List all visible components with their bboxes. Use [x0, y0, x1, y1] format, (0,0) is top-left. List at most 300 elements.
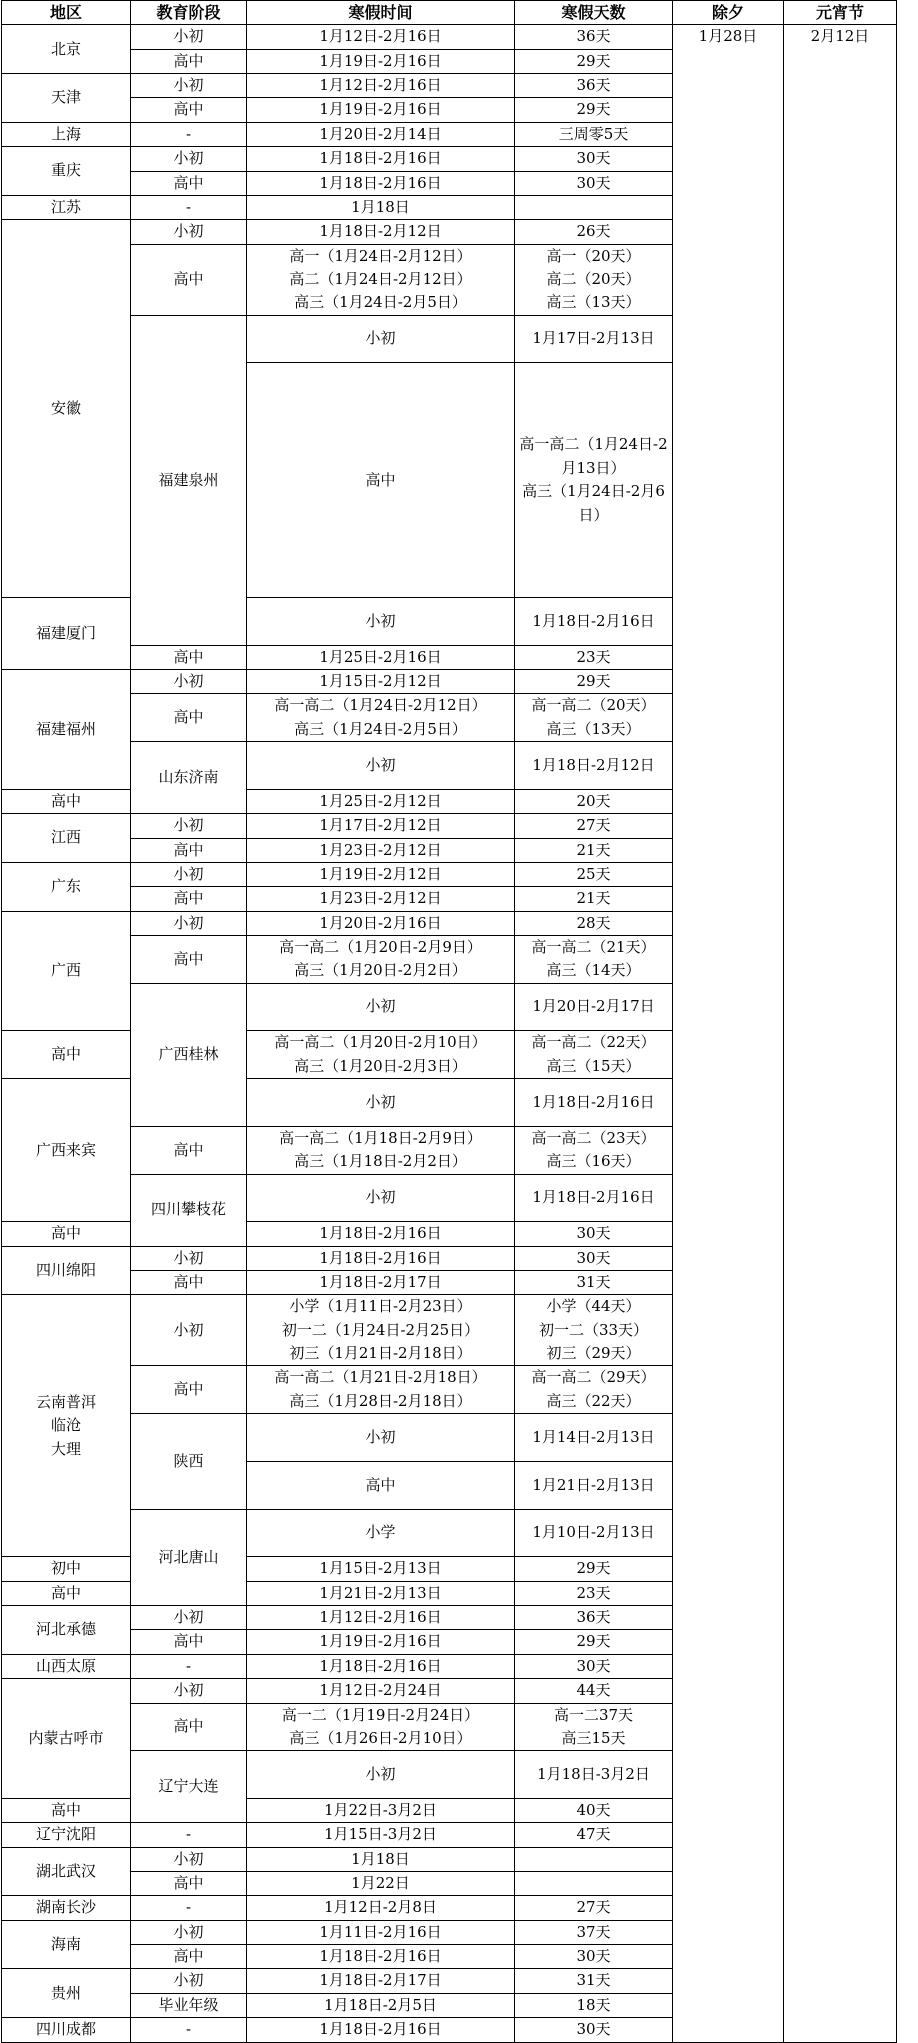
vacation-days-cell — [515, 1654, 673, 1678]
vacation-time-cell — [515, 1461, 673, 1509]
vacation-days-cell — [515, 862, 673, 886]
vacation-time-cell — [247, 1872, 515, 1896]
vacation-days-cell — [515, 1031, 673, 1079]
vacation-days-cell — [515, 936, 673, 984]
vacation-time-cell — [247, 1271, 515, 1295]
vacation-days-cell — [515, 1557, 673, 1581]
region-cell — [2, 670, 131, 790]
stage-cell: 小初 — [247, 1751, 515, 1799]
region-name: 辽宁沈阳 — [35, 1825, 96, 1844]
vacation-time-line: 1月25日-2月16日 — [319, 647, 442, 666]
vacation-days-cell — [515, 1823, 673, 1847]
region-name: 四川攀枝花 — [150, 1200, 226, 1219]
stage-cell: 小初 — [131, 862, 247, 886]
region-cell — [2, 1920, 131, 1969]
vacation-time-line: 1月12日-2月16日 — [319, 1608, 442, 1627]
stage-cell: 高中 — [131, 1630, 247, 1654]
stage-cell: 高中 — [131, 645, 247, 669]
region-cell — [2, 1654, 131, 1678]
vacation-days-line: 高一（20天） — [546, 246, 641, 265]
vacation-time-line: 1月21日-2月13日 — [319, 1583, 442, 1602]
region-name: 四川绵阳 — [35, 1260, 96, 1279]
vacation-time-line: 1月20日-2月17日 — [532, 997, 655, 1016]
vacation-days-cell — [515, 1679, 673, 1703]
vacation-time-line: 高三（1月24日-2月5日） — [294, 719, 467, 738]
vacation-days-line: 小学（44天） — [546, 1297, 641, 1316]
region-cell — [2, 597, 131, 669]
vacation-time-line: 1月18日-2月16日 — [532, 1188, 655, 1207]
vacation-time-line: 初一二（1月24日-2月25日） — [281, 1320, 480, 1339]
vacation-days-cell — [515, 244, 673, 315]
winter-vacation-table — [1, 0, 897, 2043]
stage-cell: 高中 — [131, 887, 247, 911]
vacation-time-cell — [247, 1993, 515, 2017]
vacation-time-line: 高三（1月26日-2月10日） — [289, 1728, 472, 1747]
region-cell — [2, 1295, 131, 1557]
region-cell — [131, 1414, 247, 1509]
region-name: 北京 — [50, 39, 81, 58]
vacation-days-line: 21天 — [576, 840, 611, 859]
region-name: 重庆 — [50, 161, 81, 180]
region-cell — [2, 1606, 131, 1655]
vacation-days-line: 高一高二（29天） — [531, 1368, 656, 1387]
stage-cell: - — [131, 122, 247, 146]
stage-cell: 小初 — [131, 1847, 247, 1871]
vacation-days-line: 25天 — [576, 864, 611, 883]
region-cell — [2, 147, 131, 196]
vacation-time-line: 1月12日-2月16日 — [319, 27, 442, 46]
stage-cell: 小初 — [131, 25, 247, 49]
region-cell — [2, 862, 131, 911]
vacation-time-line: 高一二（1月19日-2月24日） — [281, 1705, 480, 1724]
vacation-time-line: 高三（1月20日-2月2日） — [294, 961, 467, 980]
stage-cell: 小初 — [247, 983, 515, 1031]
vacation-days-cell — [515, 694, 673, 742]
stage-cell: 小初 — [131, 1969, 247, 1993]
region-name: 广西桂林 — [158, 1045, 219, 1064]
vacation-time-line: 1月18日-2月16日 — [319, 2020, 442, 2039]
stage-cell: 小初 — [131, 147, 247, 171]
vacation-days-line: 初一二（33天） — [538, 1320, 649, 1339]
region-name: 湖南长沙 — [35, 1898, 96, 1917]
vacation-days-line: 高一高二（23天） — [531, 1128, 656, 1147]
vacation-days-line: 36天 — [576, 1608, 611, 1627]
vacation-time-cell — [247, 220, 515, 244]
stage-cell: 小初 — [131, 911, 247, 935]
vacation-days-line: 高一高二（22天） — [531, 1033, 656, 1052]
vacation-time-line: 1月18日-2月16日 — [532, 1092, 655, 1111]
region-name: 陕西 — [173, 1451, 204, 1470]
region-name: 四川成都 — [35, 2020, 96, 2039]
region-cell — [2, 814, 131, 863]
vacation-days-cell — [515, 1872, 673, 1896]
vacation-days-line: 29天 — [576, 672, 611, 691]
vacation-time-cell — [247, 936, 515, 984]
vacation-days-line: 31天 — [576, 1273, 611, 1292]
vacation-days-line: 36天 — [576, 76, 611, 95]
vacation-time-line: 1月19日-2月16日 — [319, 1632, 442, 1651]
vacation-days-line: 高三（13天） — [546, 719, 641, 738]
vacation-time-cell — [247, 1246, 515, 1270]
vacation-time-line: 1月21日-2月13日 — [532, 1475, 655, 1494]
vacation-days-cell — [515, 1222, 673, 1246]
vacation-time-line: 高三（1月24日-2月6日） — [522, 482, 665, 524]
vacation-days-cell — [515, 887, 673, 911]
region-name: 辽宁大连 — [158, 1777, 219, 1796]
vacation-time-cell — [247, 2018, 515, 2042]
stage-cell: 高中 — [247, 1461, 515, 1509]
stage-cell: 小初 — [247, 742, 515, 790]
region-name: 福建福州 — [35, 719, 96, 738]
vacation-days-line: 29天 — [576, 1632, 611, 1651]
vacation-time-line: 高三（1月20日-2月3日） — [294, 1056, 467, 1075]
vacation-days-line: 30天 — [576, 149, 611, 168]
vacation-days-cell — [515, 171, 673, 195]
vacation-time-cell — [247, 862, 515, 886]
region-name: 河北承德 — [35, 1620, 96, 1639]
vacation-days-line: 30天 — [576, 173, 611, 192]
vacation-days-line: 31天 — [576, 1971, 611, 1990]
stage-cell: 高中 — [131, 1271, 247, 1295]
region-name: 河北唐山 — [158, 1547, 219, 1566]
header-region: 地区 — [2, 1, 131, 25]
stage-cell: 小初 — [247, 597, 515, 645]
vacation-time-line: 1月15日-2月12日 — [319, 672, 442, 691]
vacation-days-line: 23天 — [576, 1583, 611, 1602]
vacation-time-line: 1月12日-2月16日 — [319, 76, 442, 95]
vacation-time-line: 1月19日-2月12日 — [319, 864, 442, 883]
vacation-days-cell — [515, 98, 673, 122]
stage-cell: 高中 — [131, 1126, 247, 1174]
vacation-time-cell — [247, 1823, 515, 1847]
vacation-time-line: 高一高二（1月24日-2月12日） — [274, 696, 487, 715]
region-name: 上海 — [50, 124, 81, 143]
vacation-days-line: 40天 — [576, 1800, 611, 1819]
stage-cell: - — [131, 195, 247, 219]
vacation-days-line: 29天 — [576, 1559, 611, 1578]
region-cell — [2, 220, 131, 598]
vacation-time-cell — [247, 1679, 515, 1703]
vacation-days-line: 高三15天 — [561, 1728, 626, 1747]
vacation-time-line: 1月18日-2月17日 — [319, 1273, 442, 1292]
vacation-time-line: 1月15日-3月2日 — [324, 1825, 437, 1844]
stage-cell: 小学 — [247, 1509, 515, 1557]
stage-cell: 毕业年级 — [131, 1993, 247, 2017]
stage-cell: 高中 — [131, 1703, 247, 1751]
region-cell — [2, 25, 131, 74]
stage-cell: 小初 — [247, 1414, 515, 1462]
vacation-time-cell — [247, 1969, 515, 1993]
stage-cell: 小初 — [131, 1679, 247, 1703]
vacation-time-cell — [247, 171, 515, 195]
vacation-time-cell — [247, 694, 515, 742]
region-cell — [2, 1896, 131, 1920]
vacation-days-line: 高三（15天） — [546, 1056, 641, 1075]
stage-cell: 高中 — [131, 1366, 247, 1414]
vacation-time-cell — [247, 1366, 515, 1414]
vacation-days-cell — [515, 2018, 673, 2042]
vacation-time-line: 1月22日 — [351, 1874, 410, 1893]
table-row — [2, 25, 897, 49]
vacation-time-cell — [247, 1654, 515, 1678]
vacation-time-line: 初三（1月21日-2月18日） — [289, 1344, 472, 1363]
vacation-time-line: 高三（1月24日-2月5日） — [294, 293, 467, 312]
vacation-days-line: 26天 — [576, 222, 611, 241]
vacation-time-cell — [515, 983, 673, 1031]
table-body — [2, 25, 897, 2042]
vacation-days-line: 高二（20天） — [546, 269, 641, 288]
stage-cell: 小初 — [131, 220, 247, 244]
stage-cell: 高中 — [2, 789, 131, 813]
vacation-days-line: 47天 — [576, 1825, 611, 1844]
vacation-days-cell — [515, 1798, 673, 1822]
region-name: 大理 — [50, 1439, 81, 1458]
vacation-time-cell — [247, 1896, 515, 1920]
vacation-time-line: 高一高二（1月24日-2月13日） — [519, 435, 668, 477]
stage-cell: 高中 — [131, 98, 247, 122]
vacation-time-line: 1月22日-3月2日 — [324, 1800, 437, 1819]
vacation-time-line: 1月17日-2月13日 — [532, 329, 655, 348]
region-name: 广西 — [50, 961, 81, 980]
vacation-days-cell — [515, 1246, 673, 1270]
vacation-time-line: 1月18日-2月16日 — [319, 1656, 442, 1675]
vacation-time-line: 1月18日-2月12日 — [532, 755, 655, 774]
vacation-time-line: 1月25日-2月12日 — [319, 791, 442, 810]
vacation-days-line: 30天 — [576, 2020, 611, 2039]
vacation-days-cell — [515, 1126, 673, 1174]
vacation-days-line: 高三（14天） — [546, 961, 641, 980]
vacation-days-cell — [515, 1920, 673, 1944]
vacation-time-cell — [247, 1945, 515, 1969]
stage-cell: 小初 — [131, 1295, 247, 1366]
vacation-days-line: 高一高二（20天） — [531, 696, 656, 715]
vacation-time-cell — [247, 887, 515, 911]
yuanxiao-cell: 2月12日 — [784, 25, 897, 2042]
region-name: 天津 — [50, 88, 81, 107]
vacation-time-cell — [247, 1798, 515, 1822]
vacation-days-line: 27天 — [576, 816, 611, 835]
vacation-days-line: 20天 — [576, 791, 611, 810]
vacation-time-line: 1月18日-2月16日 — [319, 173, 442, 192]
vacation-days-line: 高三（16天） — [546, 1152, 641, 1171]
vacation-time-cell — [247, 1630, 515, 1654]
vacation-days-line: 18天 — [576, 1995, 611, 2014]
region-cell — [2, 1079, 131, 1222]
region-name: 云南普洱 — [35, 1392, 96, 1411]
stage-cell: 小初 — [131, 1606, 247, 1630]
vacation-time-line: 1月20日-2月14日 — [319, 124, 442, 143]
vacation-time-cell — [247, 1031, 515, 1079]
vacation-time-line: 1月15日-2月13日 — [319, 1559, 442, 1578]
stage-cell: 小初 — [131, 814, 247, 838]
vacation-time-line: 1月18日-2月5日 — [324, 1995, 437, 2014]
vacation-time-line: 1月12日-2月8日 — [324, 1898, 437, 1917]
region-name: 广东 — [50, 877, 81, 896]
vacation-days-line: 高一二37天 — [553, 1705, 634, 1724]
vacation-time-line: 1月23日-2月12日 — [319, 840, 442, 859]
vacation-time-line: 1月18日-2月12日 — [319, 222, 442, 241]
vacation-time-line: 1月14日-2月13日 — [532, 1427, 655, 1446]
vacation-time-cell — [247, 838, 515, 862]
stage-cell: 小初 — [131, 670, 247, 694]
vacation-time-line: 1月23日-2月12日 — [319, 889, 442, 908]
stage-cell: 高中 — [2, 1798, 131, 1822]
vacation-days-cell — [515, 911, 673, 935]
header-yuanxiao: 元宵节 — [784, 1, 897, 25]
stage-cell: 高中 — [2, 1222, 131, 1246]
vacation-time-cell — [515, 1414, 673, 1462]
vacation-time-line: 高三（1月28日-2月18日） — [289, 1391, 472, 1410]
region-name: 安徽 — [50, 398, 81, 417]
stage-cell: 小初 — [131, 1920, 247, 1944]
vacation-days-cell — [515, 122, 673, 146]
stage-cell: 高中 — [131, 694, 247, 742]
region-cell — [2, 122, 131, 146]
vacation-time-cell — [515, 315, 673, 363]
region-cell — [131, 983, 247, 1126]
vacation-time-cell — [247, 1295, 515, 1366]
stage-cell: 高中 — [131, 171, 247, 195]
vacation-time-cell — [515, 597, 673, 645]
vacation-days-cell — [515, 1366, 673, 1414]
vacation-time-line: 1月20日-2月16日 — [319, 913, 442, 932]
vacation-days-line: 三周零5天 — [558, 124, 629, 143]
vacation-time-line: 1月10日-2月13日 — [532, 1523, 655, 1542]
region-name: 山西太原 — [35, 1656, 96, 1675]
vacation-time-line: 高一高二（1月21日-2月18日） — [274, 1368, 487, 1387]
stage-cell: - — [131, 1823, 247, 1847]
stage-cell: - — [131, 2018, 247, 2042]
region-cell — [2, 1679, 131, 1799]
vacation-time-cell — [247, 49, 515, 73]
vacation-time-line: 高一高二（1月20日-2月10日） — [274, 1033, 487, 1052]
vacation-days-cell — [515, 195, 673, 219]
vacation-days-line: 23天 — [576, 647, 611, 666]
vacation-days-line: 44天 — [576, 1681, 611, 1700]
vacation-time-line: 1月18日-2月16日 — [532, 611, 655, 630]
vacation-time-cell — [247, 147, 515, 171]
vacation-time-cell — [247, 1703, 515, 1751]
vacation-time-cell — [247, 195, 515, 219]
vacation-days-line: 30天 — [576, 1248, 611, 1267]
region-cell — [131, 1509, 247, 1605]
vacation-days-cell — [515, 1606, 673, 1630]
region-name: 江西 — [50, 828, 81, 847]
stage-cell: 高中 — [131, 244, 247, 315]
header-vacation-time: 寒假时间 — [247, 1, 515, 25]
vacation-days-cell — [515, 220, 673, 244]
region-name: 湖北武汉 — [35, 1861, 96, 1880]
vacation-time-cell — [247, 122, 515, 146]
region-name: 临沧 — [50, 1416, 81, 1435]
region-name: 福建厦门 — [35, 623, 96, 642]
vacation-time-cell — [247, 814, 515, 838]
vacation-days-line: 36天 — [576, 27, 611, 46]
vacation-time-line: 高一（1月24日-2月12日） — [289, 246, 472, 265]
header-chuxi: 除夕 — [673, 1, 784, 25]
vacation-time-line: 小学（1月11日-2月23日） — [289, 1297, 472, 1316]
vacation-days-cell — [515, 838, 673, 862]
vacation-time-cell — [515, 1509, 673, 1557]
region-cell — [2, 2018, 131, 2042]
vacation-time-cell — [247, 670, 515, 694]
stage-cell: 高中 — [2, 1581, 131, 1605]
vacation-days-line: 28天 — [576, 913, 611, 932]
vacation-days-cell — [515, 49, 673, 73]
vacation-time-line: 1月19日-2月16日 — [319, 100, 442, 119]
vacation-days-cell — [515, 25, 673, 49]
vacation-days-cell — [515, 1703, 673, 1751]
region-name: 内蒙古呼市 — [28, 1728, 104, 1747]
header-row — [2, 1, 897, 25]
vacation-time-cell — [247, 645, 515, 669]
vacation-time-cell — [515, 1174, 673, 1222]
vacation-days-line: 高三（22天） — [546, 1391, 641, 1410]
region-cell — [2, 1246, 131, 1295]
vacation-time-line: 1月18日-3月2日 — [537, 1764, 650, 1783]
vacation-days-line: 高三（13天） — [546, 293, 641, 312]
vacation-time-cell — [247, 1557, 515, 1581]
vacation-time-line: 1月11日-2月16日 — [319, 1922, 442, 1941]
region-name: 广西来宾 — [35, 1140, 96, 1159]
vacation-time-line: 1月18日 — [351, 1849, 410, 1868]
vacation-time-line: 1月18日-2月16日 — [319, 1248, 442, 1267]
vacation-time-line: 高三（1月18日-2月2日） — [294, 1152, 467, 1171]
stage-cell: 高中 — [131, 1872, 247, 1896]
region-cell — [2, 195, 131, 219]
region-cell — [2, 74, 131, 123]
vacation-time-line: 1月12日-2月24日 — [319, 1681, 442, 1700]
stage-cell: 高中 — [131, 1945, 247, 1969]
vacation-days-line: 29天 — [576, 100, 611, 119]
stage-cell: 小初 — [131, 1246, 247, 1270]
vacation-days-line: 30天 — [576, 1656, 611, 1675]
region-name: 山东济南 — [158, 768, 219, 786]
vacation-time-cell — [247, 25, 515, 49]
vacation-days-line: 30天 — [576, 1947, 611, 1966]
vacation-time-line: 1月18日-2月17日 — [319, 1971, 442, 1990]
vacation-days-line: 高一高二（21天） — [531, 938, 656, 957]
vacation-days-cell — [515, 147, 673, 171]
vacation-days-line: 30天 — [576, 1224, 611, 1243]
vacation-days-line: 21天 — [576, 889, 611, 908]
vacation-time-cell — [247, 1847, 515, 1871]
region-name: 福建泉州 — [158, 470, 219, 489]
vacation-days-cell — [515, 1993, 673, 2017]
vacation-days-cell — [515, 1969, 673, 1993]
stage-cell: 高中 — [247, 363, 515, 598]
vacation-days-cell — [515, 1945, 673, 1969]
vacation-time-cell — [247, 1222, 515, 1246]
stage-cell: 小初 — [247, 1174, 515, 1222]
stage-cell: 高中 — [2, 1031, 131, 1079]
vacation-days-cell — [515, 814, 673, 838]
stage-cell: 初中 — [2, 1557, 131, 1581]
vacation-time-line: 高一高二（1月20日-2月9日） — [279, 938, 482, 957]
vacation-time-line: 1月18日-2月16日 — [319, 1224, 442, 1243]
region-cell — [131, 315, 247, 645]
vacation-time-cell — [247, 1581, 515, 1605]
header-vacation-days: 寒假天数 — [515, 1, 673, 25]
stage-cell: - — [131, 1654, 247, 1678]
vacation-days-cell — [515, 1896, 673, 1920]
vacation-time-line: 高二（1月24日-2月12日） — [289, 269, 472, 288]
region-name: 海南 — [50, 1934, 81, 1953]
vacation-days-cell — [515, 1630, 673, 1654]
vacation-time-line: 1月18日 — [351, 197, 410, 216]
vacation-time-cell — [515, 1751, 673, 1799]
stage-cell: 小初 — [247, 1079, 515, 1127]
